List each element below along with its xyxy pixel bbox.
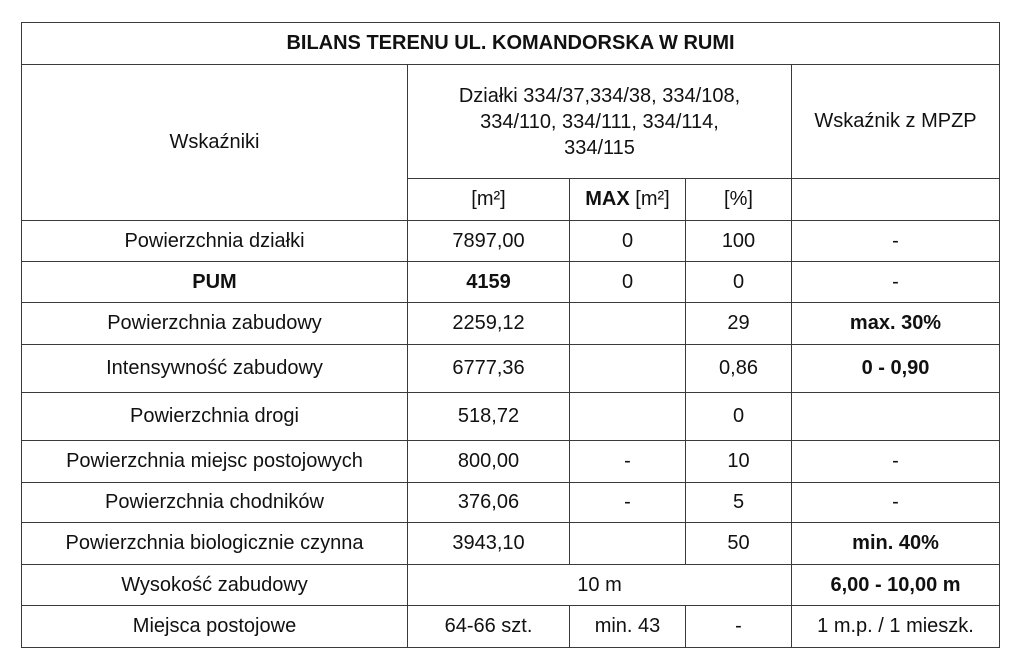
header-unit-pct: [%] [686, 179, 792, 221]
row-m2: 3943,10 [408, 523, 570, 565]
row-m2: 64-66 szt. [408, 606, 570, 648]
row-mpzp: 1 m.p. / 1 mieszk. [792, 606, 1000, 648]
row-mpzp: - [792, 221, 1000, 262]
table-row [22, 523, 1000, 565]
row-max [570, 303, 686, 345]
row-mpzp: - [792, 483, 1000, 523]
table-row [22, 303, 1000, 345]
row-pct: 0 [686, 393, 792, 441]
row-merged-value: 10 m [408, 565, 792, 606]
row-pct: 100 [686, 221, 792, 262]
land-balance-table [21, 22, 1000, 648]
row-m2: 6777,36 [408, 345, 570, 393]
row-label: Miejsca postojowe [22, 606, 408, 648]
row-m2: 800,00 [408, 441, 570, 483]
row-max [570, 345, 686, 393]
row-label: Powierzchnia miejsc postojowych [22, 441, 408, 483]
header-unit-m2: [m²] [408, 179, 570, 221]
table-row [22, 393, 1000, 441]
row-pct: 10 [686, 441, 792, 483]
row-max: 0 [570, 221, 686, 262]
table-title: BILANS TERENU UL. KOMANDORSKA W RUMI [22, 23, 1000, 65]
row-m2: 518,72 [408, 393, 570, 441]
header-unit-max-rest: [m²] [629, 188, 670, 210]
header-indicators: Wskaźniki [22, 65, 408, 221]
row-mpzp: 0 - 0,90 [792, 345, 1000, 393]
row-pct: 0,86 [686, 345, 792, 393]
row-max [570, 523, 686, 565]
header-plots-line2: 334/110, 334/111, 334/114, [480, 110, 719, 133]
row-pct: 29 [686, 303, 792, 345]
header-mpzp: Wskaźnik z MPZP [792, 65, 1000, 179]
row-label: Powierzchnia zabudowy [22, 303, 408, 345]
row-label: Powierzchnia działki [22, 221, 408, 262]
row-mpzp: 6,00 - 10,00 m [792, 565, 1000, 606]
row-label: Powierzchnia biologicznie czynna [22, 523, 408, 565]
row-max: min. 43 [570, 606, 686, 648]
row-label: Powierzchnia drogi [22, 393, 408, 441]
row-pct: 0 [686, 262, 792, 303]
row-label: Wysokość zabudowy [22, 565, 408, 606]
header-plots-line1: Działki 334/37,334/38, 334/108, [458, 84, 741, 107]
row-m2: 7897,00 [408, 221, 570, 262]
row-label: Powierzchnia chodników [22, 483, 408, 523]
row-mpzp: min. 40% [792, 523, 1000, 565]
table-row [22, 345, 1000, 393]
row-m2: 2259,12 [408, 303, 570, 345]
row-max: 0 [570, 262, 686, 303]
table-row [22, 441, 1000, 483]
table-row [22, 221, 1000, 262]
row-mpzp: max. 30% [792, 303, 1000, 345]
row-max [570, 393, 686, 441]
header-unit-max [570, 179, 686, 221]
row-label: Intensywność zabudowy [22, 345, 408, 393]
table-row [22, 565, 1000, 606]
header-mpzp-empty [792, 179, 1000, 221]
table-row [22, 483, 1000, 523]
header-plots-line3: 334/115 [564, 136, 635, 159]
row-mpzp [792, 393, 1000, 441]
header-unit-max-bold: MAX [585, 188, 630, 210]
row-m2: 376,06 [408, 483, 570, 523]
row-m2: 4159 [408, 262, 570, 303]
row-max: - [570, 441, 686, 483]
row-pct: 5 [686, 483, 792, 523]
row-max: - [570, 483, 686, 523]
row-mpzp: - [792, 262, 1000, 303]
table-row [22, 262, 1000, 303]
header-plots [408, 65, 792, 179]
row-pct: 50 [686, 523, 792, 565]
row-mpzp: - [792, 441, 1000, 483]
row-label: PUM [22, 262, 408, 303]
row-pct: - [686, 606, 792, 648]
table-row [22, 606, 1000, 648]
